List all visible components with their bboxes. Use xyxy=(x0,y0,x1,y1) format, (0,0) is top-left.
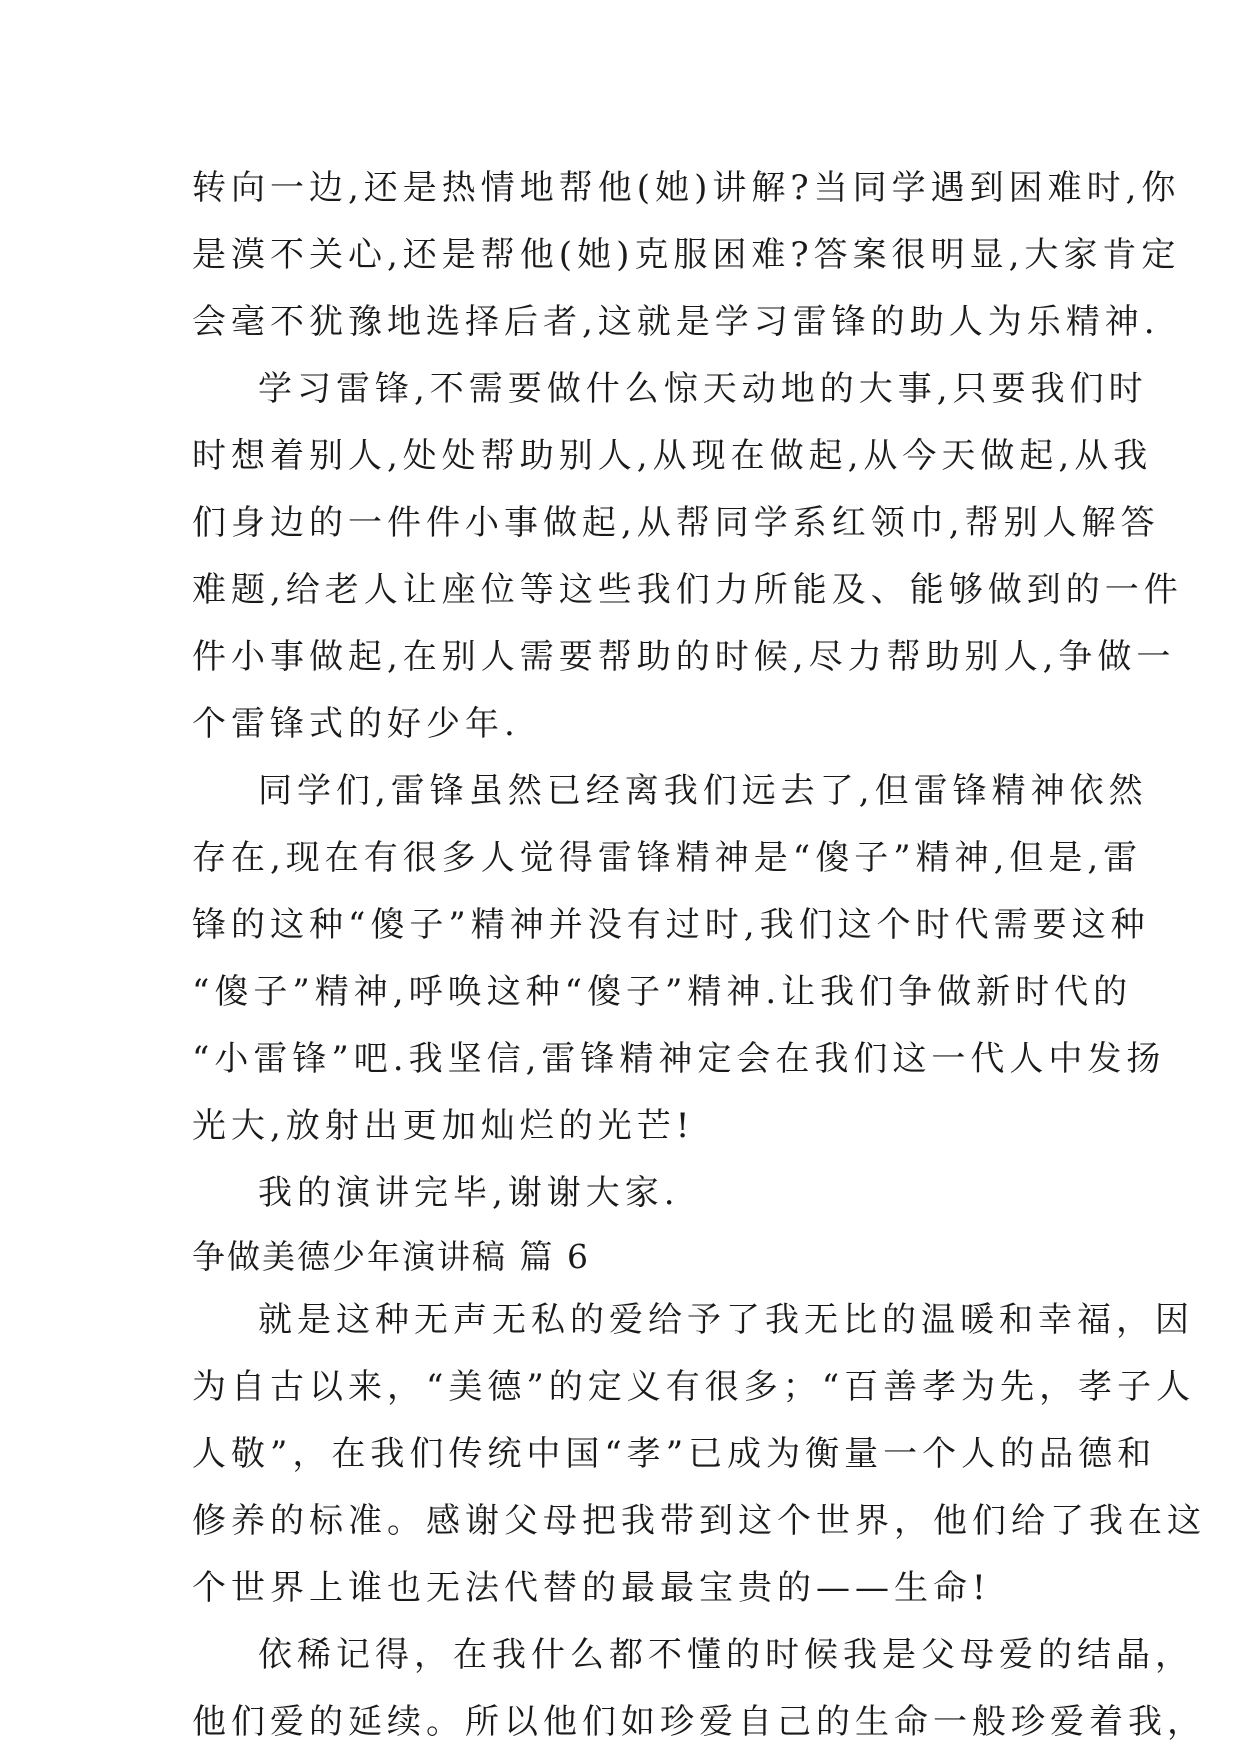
paragraph-start-line: 我的演讲完毕,谢谢大家. xyxy=(258,1173,680,1213)
text-line: 个世界上谁也无法代替的最最宝贵的——生命! xyxy=(192,1568,991,1608)
section-heading: 争做美德少年演讲稿 篇 6 xyxy=(192,1237,590,1276)
text-line: 们身边的一件件小事做起,从帮同学系红领巾,帮别人解答 xyxy=(192,503,1160,543)
text-line: 会毫不犹豫地选择后者,这就是学习雷锋的助人为乐精神. xyxy=(192,302,1160,342)
text-line: “傻子”精神,呼唤这种“傻子”精神.让我们争做新时代的 xyxy=(192,972,1133,1012)
paragraph-start-line: 依稀记得，在我什么都不懂的时候我是父母爱的结晶， xyxy=(258,1635,1194,1675)
text-line: 他们爱的延续。所以他们如珍爱自己的生命一般珍爱着我， xyxy=(192,1702,1206,1742)
text-line: 修养的标准。感谢父母把我带到这个世界，他们给了我在这 xyxy=(192,1501,1206,1541)
text-line: 难题,给老人让座位等这些我们力所能及、能够做到的一件 xyxy=(192,570,1183,610)
text-line: 人敬”，在我们传统中国“孝”已成为衡量一个人的品德和 xyxy=(192,1434,1157,1474)
paragraph-start-line: 就是这种无声无私的爱给予了我无比的温暖和幸福，因 xyxy=(258,1300,1194,1340)
text-line: 时想着别人,处处帮助别人,从现在做起,从今天做起,从我 xyxy=(192,436,1153,476)
text-line: 转向一边,还是热情地帮他(她)讲解?当同学遇到困难时,你 xyxy=(192,168,1181,208)
text-line: 是漠不关心,还是帮他(她)克服困难?答案很明显,大家肯定 xyxy=(192,235,1181,275)
text-line: 锋的这种“傻子”精神并没有过时,我们这个时代需要这种 xyxy=(192,905,1150,945)
text-line: 光大,放射出更加灿烂的光芒! xyxy=(192,1106,695,1146)
text-line: 件小事做起,在别人需要帮助的时候,尽力帮助别人,争做一 xyxy=(192,637,1176,677)
paragraph-start-line: 同学们,雷锋虽然已经离我们远去了,但雷锋精神依然 xyxy=(258,771,1148,811)
text-line: “小雷锋”吧.我坚信,雷锋精神定会在我们这一代人中发扬 xyxy=(192,1039,1166,1079)
paragraph-start-line: 学习雷锋,不需要做什么惊天动地的大事,只要我们时 xyxy=(258,369,1148,409)
text-line: 个雷锋式的好少年. xyxy=(192,704,520,744)
text-line: 存在,现在有很多人觉得雷锋精神是“傻子”精神,但是,雷 xyxy=(192,838,1143,878)
text-line: 为自古以来，“美德”的定义有很多；“百善孝为先，孝子人 xyxy=(192,1367,1196,1407)
document-body xyxy=(192,155,1206,1756)
